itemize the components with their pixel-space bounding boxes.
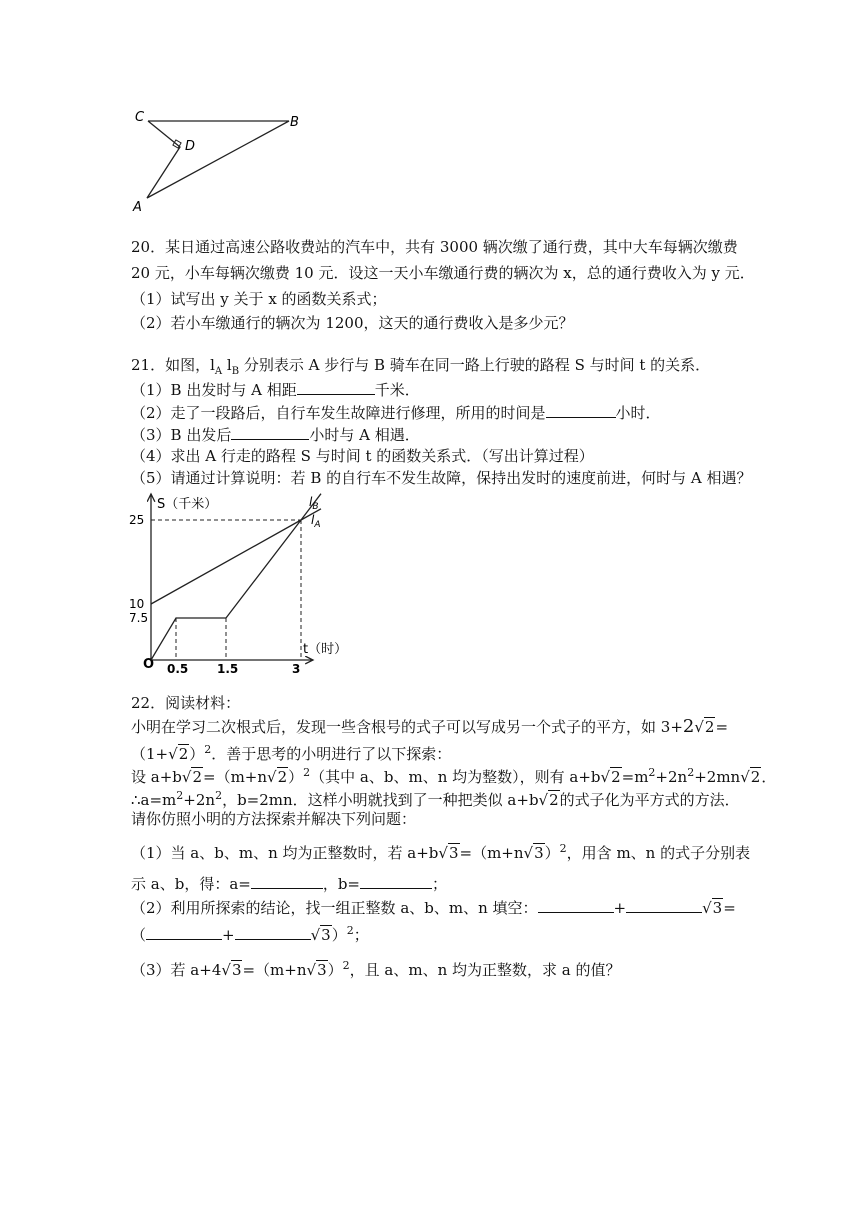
q21-intro: 21．如图，$l_A$ $l_B$ 分别表示 A 步行与 B 骑车在同一路上行驶的路程 S 与时间 t 的关系． bbox=[131, 356, 711, 377]
answer-blank-p2-3[interactable] bbox=[146, 925, 222, 940]
q22-p2-cont: （ + √3）$^2$； bbox=[131, 924, 369, 944]
triangle-lines bbox=[147, 121, 289, 198]
label-d: D bbox=[185, 139, 196, 154]
q22-m1: 小明在学习二次根式后，发现一些含根号的式子可以写成另一个式子的平方，如 3+2√2= bbox=[131, 716, 729, 737]
q22-p2: （2）利用所探索的结论，找一组正整数 a、b、m、n 填空： + √3= bbox=[131, 899, 736, 917]
y-tick-label: 10 bbox=[129, 597, 145, 611]
y-tick-label: 25 bbox=[129, 513, 145, 527]
distance-time-chart bbox=[125, 488, 365, 673]
y-tick-label: 7.5 bbox=[129, 611, 149, 625]
q21-p5: （5）请通过计算说明：若 B 的自行车不发生故障，保持出发时的速度前进，何时与 A 相遇？ bbox=[131, 469, 752, 487]
q20-line2: 20 元，小车每辆次缴费 10 元．设这一天小车缴通行费的辆次为 x，总的通行费收入为 y 元． bbox=[131, 264, 755, 282]
q22-title: 22．阅读材料： bbox=[131, 694, 241, 712]
q22-m4: $\therefore a=m^2+2n^2$，b=2mn．这样小明就找到了一种把类似 a+b√2的式子化为平方式的方法． bbox=[131, 789, 740, 809]
x-tick-label: 0.5 bbox=[167, 662, 189, 673]
answer-blank-a[interactable] bbox=[251, 874, 323, 889]
answer-blank-repair-time[interactable] bbox=[546, 403, 616, 418]
q22-p1: （1）当 a、b、m、n 均为正整数时，若 $a+b√3=(m+n√3)^2$，用含 m、n 的式子分别表 bbox=[131, 842, 751, 862]
q21-p2: （2）走了一段路后，自行车发生故障进行修理，所用的时间是 小时． bbox=[131, 404, 661, 422]
answer-blank-p2-4[interactable] bbox=[235, 925, 311, 940]
q22-m5: 请你仿照小明的方法探索并解决下列问题： bbox=[131, 810, 417, 828]
label-a: A bbox=[133, 200, 142, 215]
q22-m3: 设 $a+b√2=(m+n√2)^2$（其中 a、b、m、n 均为整数），则有 $a+b√2=m^2+2n^2+2mn√2$． bbox=[131, 766, 777, 786]
series-label-la: $l_A$ bbox=[311, 513, 321, 530]
q20-line4: （2）若小车缴通行的辆次为 1200，这天的通行费收入是多少元？ bbox=[131, 314, 574, 332]
label-c: C bbox=[135, 110, 145, 125]
q21-p3: （3）B 出发后 小时与 A 相遇． bbox=[131, 426, 420, 444]
q22-p3: （3）若 $a+4√3=(m+n√3)^2$，且 a、m、n 均为正整数，求 a 的值？ bbox=[131, 959, 621, 979]
x-tick-label: 3 bbox=[292, 662, 301, 673]
answer-blank-b[interactable] bbox=[360, 874, 432, 889]
triangle-figure bbox=[125, 105, 315, 215]
series-label-lb: $l_B$ bbox=[309, 495, 319, 512]
y-axis-label: S（千米） bbox=[157, 497, 218, 512]
label-b: B bbox=[290, 115, 299, 130]
q21-p4: （4）求出 A 行走的路程 S 与时间 t 的函数关系式．（写出计算过程） bbox=[131, 447, 594, 465]
answer-blank-distance[interactable] bbox=[297, 380, 375, 395]
origin-label: O bbox=[143, 657, 155, 672]
q21-p1: （1）B 出发时与 A 相距 千米． bbox=[131, 381, 420, 399]
q22-p1-cont: 示 a、b，得：a= ，b= ； bbox=[131, 875, 448, 893]
answer-blank-p2-2[interactable] bbox=[626, 898, 702, 913]
q22-m2: $(1+√2)^2$．善于思考的小明进行了以下探索： bbox=[131, 743, 452, 763]
answer-blank-p2-1[interactable] bbox=[538, 898, 614, 913]
answer-blank-meet-time[interactable] bbox=[231, 425, 309, 440]
q20-line1: 20．某日通过高速公路收费站的汽车中，共有 3000 辆次缴了通行费，其中大车每辆次缴费 bbox=[131, 238, 738, 256]
x-tick-label: 1.5 bbox=[217, 662, 239, 673]
series-line-l-a bbox=[151, 509, 321, 604]
x-axis-label: t（时） bbox=[303, 642, 348, 657]
q20-line3: （1）试写出 y 关于 x 的函数关系式； bbox=[131, 290, 387, 308]
